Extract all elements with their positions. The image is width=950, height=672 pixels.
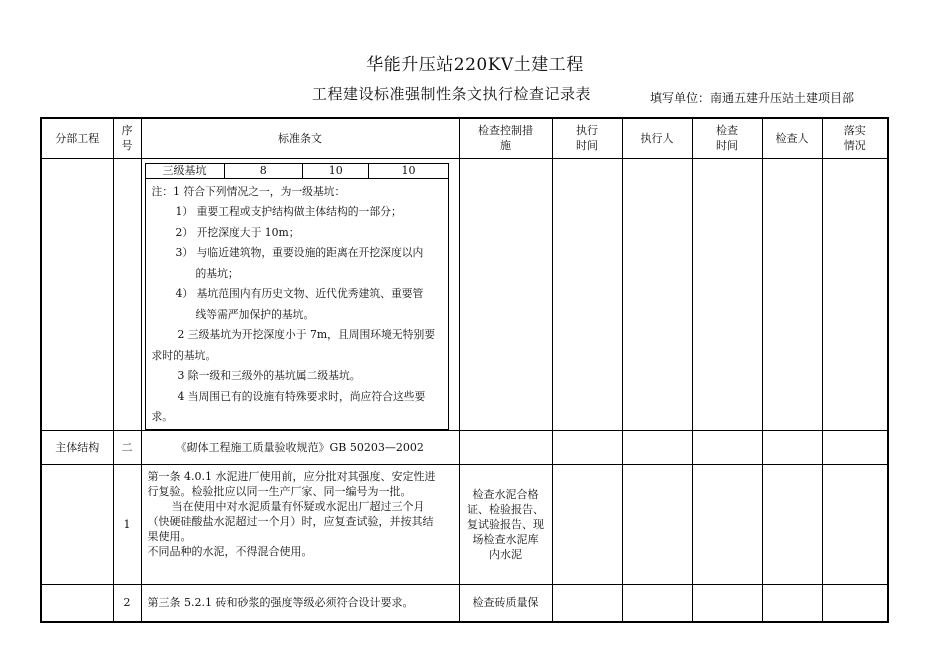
col-executor: 执行人: [622, 118, 692, 158]
grade-value: 8: [224, 164, 303, 179]
col-exec-time: 执行时间: [552, 118, 622, 158]
document-subtitle: 工程建设标准强制性条文执行检查记录表: [312, 85, 592, 103]
note-line: 2） 开挖深度大于 10m；: [175, 225, 300, 239]
col-division: 分部工程: [41, 118, 113, 158]
clause-text: 第一条 4.0.1 水泥进厂使用前，应分批对其强度、安定性进 行复验。检验批应以同一生产厂家、同一编号为一批。 当在使用中对水泥质量有怀疑或水泥出厂超过三个月 （快硬硅酸盐水泥超过一个月）时，应复查试验，并按其结 果使用。 不同品种的水泥，不得混合使用。: [141, 464, 459, 584]
col-inspector: 检查人: [762, 118, 822, 158]
note-line: 3 除一级和三级外的基坑属二级基坑。: [177, 369, 361, 382]
note-line: 求时的基坑。: [151, 348, 217, 362]
col-clause: 标准条文: [141, 118, 459, 158]
header-row: [41, 118, 888, 158]
table-row: [41, 584, 888, 622]
row-seq: 1: [113, 464, 141, 584]
control-measure: 检查水泥合格 证、检验报告、 复试验报告、现 场检查水泥库 内水泥: [459, 464, 552, 584]
grade-notes: [146, 179, 448, 429]
note-line: 1） 重要工程或支护结构做主体结构的一部分；: [175, 205, 402, 218]
note-line: 2 三级基坑为开挖深度小于 7m，且周围环境无特别要: [177, 328, 436, 341]
note-line: 注：1 符合下列情况之一，为一级基坑：: [151, 184, 346, 198]
col-control: 检查控制措施: [459, 118, 552, 158]
grade-table: [146, 164, 448, 179]
section-seq: 二: [113, 430, 141, 464]
row-seq: 2: [113, 584, 141, 622]
col-seq: 序号: [113, 118, 141, 158]
col-status: 落实情况: [822, 118, 888, 158]
table-row: [41, 464, 888, 584]
grade-box: [145, 163, 449, 430]
control-measure: 检查砖质量保: [459, 584, 552, 622]
document-title: 华能升压站220KV土建工程: [366, 55, 584, 75]
inspection-table: [40, 117, 889, 623]
fill-unit: 填写单位：南通五建升压站土建项目部: [650, 91, 855, 105]
grade-value: 10: [369, 164, 448, 179]
table-row: [41, 158, 888, 430]
section-row: [41, 430, 888, 464]
col-check-time: 检查时间: [692, 118, 762, 158]
section-standard: 《砌体工程施工质量验收规范》GB 50203—2002: [141, 430, 459, 464]
grade-name: 三级基坑: [146, 164, 225, 179]
note-line: 4） 基坑范围内有历史文物、近代优秀建筑、重要管: [175, 287, 424, 300]
note-line: 的基坑；: [195, 266, 239, 280]
grade-value: 10: [303, 164, 369, 179]
section-division: 主体结构: [41, 430, 113, 464]
clause-text: 第三条 5.2.1 砖和砂浆的强度等级必须符合设计要求。: [141, 584, 459, 622]
note-line: 3） 与临近建筑物，重要设施的距离在开挖深度以内: [175, 246, 424, 259]
grade-notes-cell: [141, 158, 459, 430]
note-line: 求。: [151, 410, 174, 423]
note-line: 4 当周围已有的设施有特殊要求时，尚应符合这些要: [177, 389, 426, 403]
note-line: 线等需严加保护的基坑。: [195, 307, 315, 321]
